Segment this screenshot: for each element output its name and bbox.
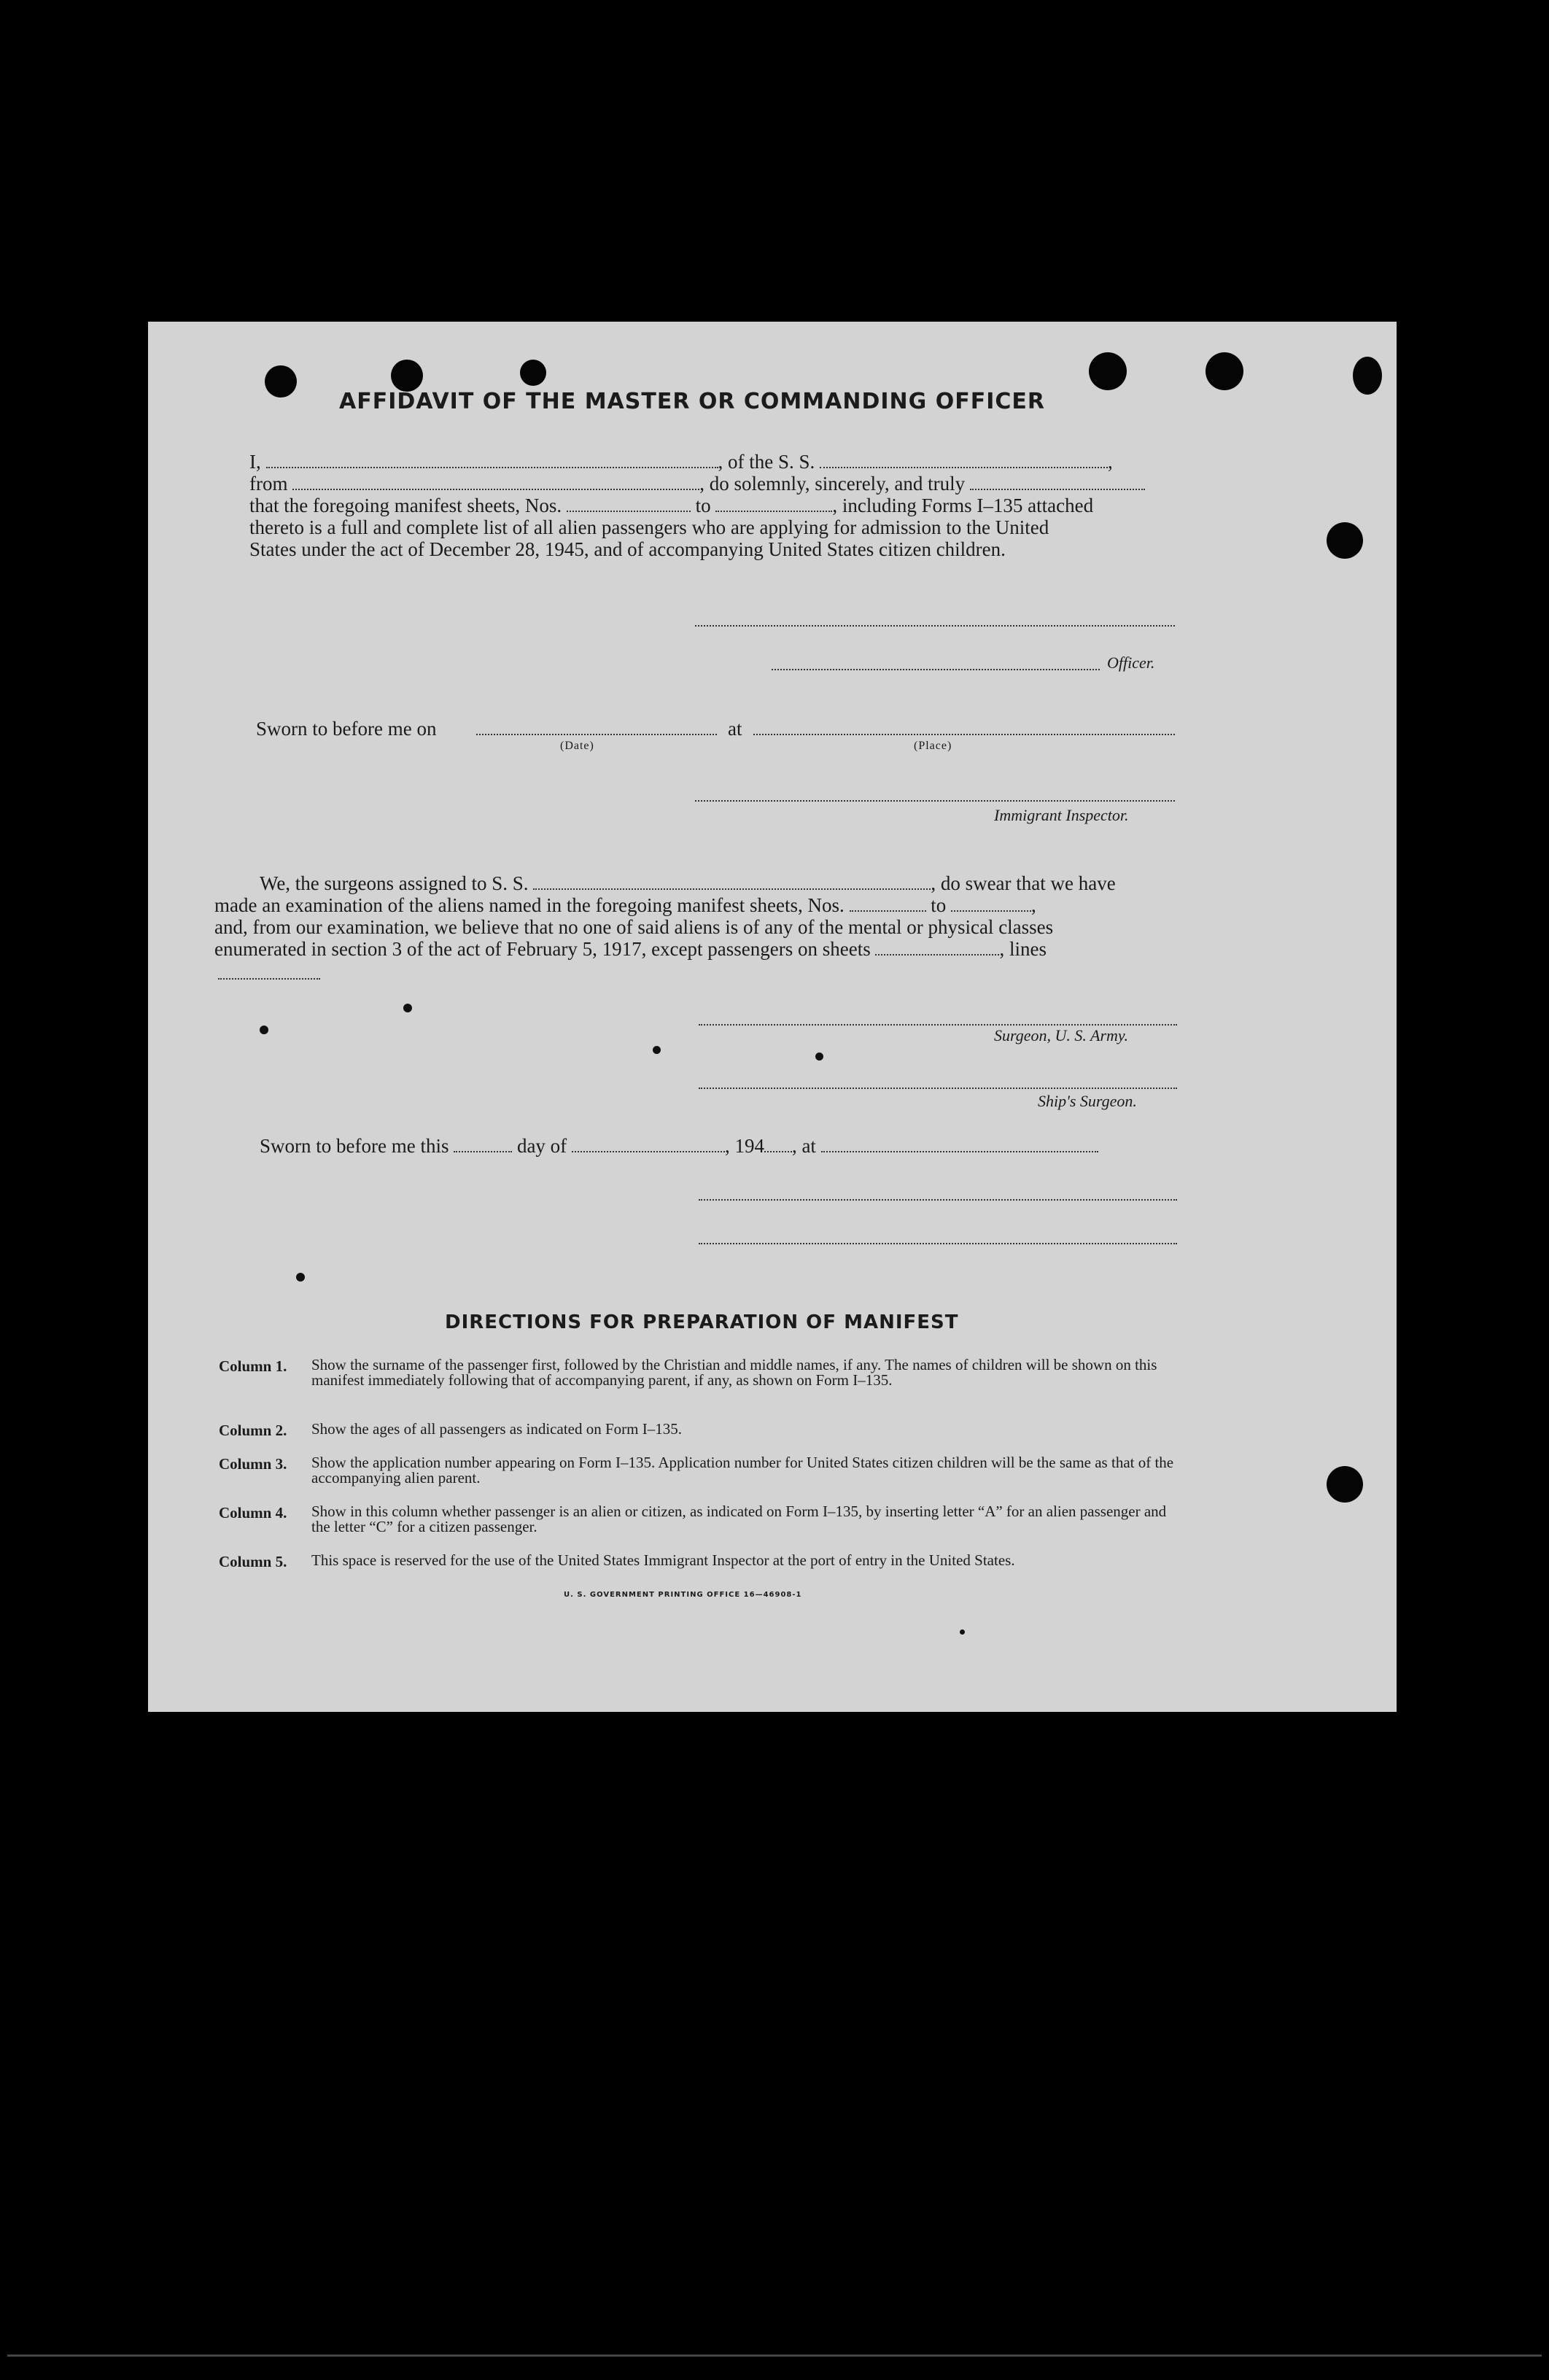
affidavit-line-1: I, , of the S. S. , — [249, 451, 1113, 473]
surgeons-line-1 — [260, 872, 1116, 894]
place-caption: (Place) — [914, 740, 952, 752]
sworn-year-label: , 194 — [724, 1135, 764, 1157]
affidavit-from: from — [249, 473, 288, 495]
master-name-field[interactable] — [266, 452, 718, 468]
surgeons-sheets-from-field[interactable] — [850, 896, 926, 912]
ship-surgeon-label: Ship's Surgeon. — [1038, 1092, 1137, 1110]
sworn-this-day-line — [260, 1135, 1098, 1157]
affidavit-line-3 — [249, 495, 1093, 516]
surgeons-ship-field[interactable] — [533, 874, 931, 890]
affidavit-line-4: thereto is a full and complete list of all alien passengers who are applying for admission to the United — [249, 516, 1049, 538]
sworn-day-of-label: day of — [516, 1135, 567, 1157]
column-2-text: Show the ages of all passengers as indicated on Form I–135. — [311, 1420, 682, 1438]
sworn-place-field[interactable] — [753, 734, 1175, 735]
ship-surgeon-signature-line[interactable] — [699, 1088, 1177, 1089]
ink-speck — [260, 1026, 268, 1034]
sworn-signature-line-1[interactable] — [699, 1199, 1177, 1201]
column-3-label: Column 3. — [219, 1455, 287, 1473]
surgeons-sheets-to-field[interactable] — [951, 896, 1031, 912]
column-4-text: Show in this column whether passenger is an alien or citizen, as indicated on Form I–135, by inserting letter “A” for an alien passenger and the letter “C” for a citizen passenger. — [311, 1503, 1167, 1535]
printing-office-footer: U. S. GOVERNMENT PRINTING OFFICE 16—46908-1 — [564, 1591, 802, 1599]
sworn-month-field[interactable] — [572, 1136, 725, 1152]
surgeons-swear: , do swear that we have — [931, 872, 1116, 894]
affidavit-title: AFFIDAVIT OF THE MASTER OR COMMANDING OFFICER — [339, 389, 1045, 414]
surgeons-lines-label: , lines — [999, 938, 1047, 960]
surgeons-intro: We, the surgeons assigned to S. S. — [260, 872, 529, 894]
surgeons-line-4 — [214, 938, 1047, 960]
scan-edge-line — [7, 2354, 1542, 2357]
ink-speck — [296, 1273, 305, 1282]
punch-hole — [1327, 522, 1363, 559]
ink-speck — [653, 1046, 661, 1054]
surgeons-lines-field[interactable] — [218, 978, 320, 980]
punch-hole — [1327, 1466, 1363, 1503]
ship-name-field[interactable] — [820, 452, 1108, 468]
sworn-this-label: Sworn to before me this — [260, 1135, 449, 1157]
column-5-label: Column 5. — [219, 1553, 287, 1570]
affidavit-sheets-label: that the foregoing manifest sheets, Nos. — [249, 495, 562, 516]
sworn-year-field[interactable] — [764, 1136, 792, 1152]
punch-hole — [1089, 352, 1127, 390]
affidavit-i: I, — [249, 451, 261, 473]
affidavit-line-5: States under the act of December 28, 1945, and of accompanying United States citizen children. — [249, 538, 1006, 560]
column-1-text: Show the surname of the passenger first, followed by the Christian and middle names, if any. The names of children will be shown on this manifest immediately following that of accompanying parent, if any, as shown on Form I–135. — [311, 1356, 1157, 1389]
surgeons-line-2: made an examination of the aliens named in the foregoing manifest sheets, Nos. to , — [214, 894, 1036, 916]
column-3-text: Show the application number appearing on Form I–135. Application number for United States citizen children will be the same as that of the accompanying alien parent. — [311, 1454, 1174, 1486]
sworn-date-field[interactable] — [476, 734, 717, 735]
army-surgeon-label: Surgeon, U. S. Army. — [994, 1026, 1128, 1044]
column-5-text: This space is reserved for the use of the United States Immigrant Inspector at the port of entry in the United States. — [311, 1551, 1015, 1569]
column-2-label: Column 2. — [219, 1422, 287, 1439]
army-surgeon-signature-line[interactable] — [699, 1024, 1177, 1026]
sheets-from-field[interactable] — [567, 496, 691, 512]
from-port-field[interactable] — [292, 474, 699, 490]
surgeons-to: to — [931, 894, 947, 916]
document-page — [148, 322, 1397, 1712]
surgeons-except: enumerated in section 3 of the act of February 5, 1917, except passengers on sheets — [214, 938, 871, 960]
officer-label: Officer. — [1107, 654, 1155, 672]
affidavit-to: to — [695, 495, 711, 516]
affirmation-field[interactable] — [970, 474, 1145, 490]
sworn-at-label: at — [728, 718, 742, 740]
ink-speck — [403, 1004, 412, 1012]
column-4-label: Column 4. — [219, 1504, 287, 1522]
affidavit-forms: , including Forms I–135 attached — [832, 495, 1094, 516]
sworn-day-field[interactable] — [454, 1136, 512, 1152]
punch-hole — [391, 360, 423, 392]
date-caption: (Date) — [560, 740, 594, 752]
ink-speck — [815, 1053, 823, 1061]
master-signature-line[interactable] — [695, 625, 1175, 627]
officer-signature-line[interactable] — [772, 669, 1100, 670]
sworn-at-place-label: , at — [791, 1135, 816, 1157]
ink-speck — [960, 1629, 965, 1635]
punch-hole — [1206, 352, 1243, 390]
inspector-label: Immigrant Inspector. — [994, 806, 1129, 824]
affidavit-line-2 — [249, 473, 1145, 495]
surgeons-sheets-field[interactable] — [875, 939, 999, 956]
surgeons-line-3: and, from our examination, we believe that no one of said aliens is of any of the mental or physical classes — [214, 916, 1054, 938]
affidavit-ss-label: , of the S. S. — [718, 451, 815, 473]
punch-hole — [1353, 357, 1382, 395]
sheets-to-field[interactable] — [715, 496, 832, 512]
directions-title: DIRECTIONS FOR PREPARATION OF MANIFEST — [445, 1311, 959, 1333]
sworn-before-label: Sworn to before me on — [256, 718, 437, 740]
punch-hole — [265, 365, 297, 398]
sworn-signature-line-2[interactable] — [699, 1243, 1177, 1244]
sworn-place-field-2[interactable] — [821, 1136, 1098, 1152]
affidavit-solemnly: , do solemnly, sincerely, and truly — [699, 473, 966, 495]
column-1-label: Column 1. — [219, 1357, 287, 1375]
inspector-signature-line[interactable] — [695, 800, 1175, 802]
surgeons-examination: made an examination of the aliens named in the foregoing manifest sheets, Nos. — [214, 894, 845, 916]
punch-hole — [520, 360, 546, 386]
